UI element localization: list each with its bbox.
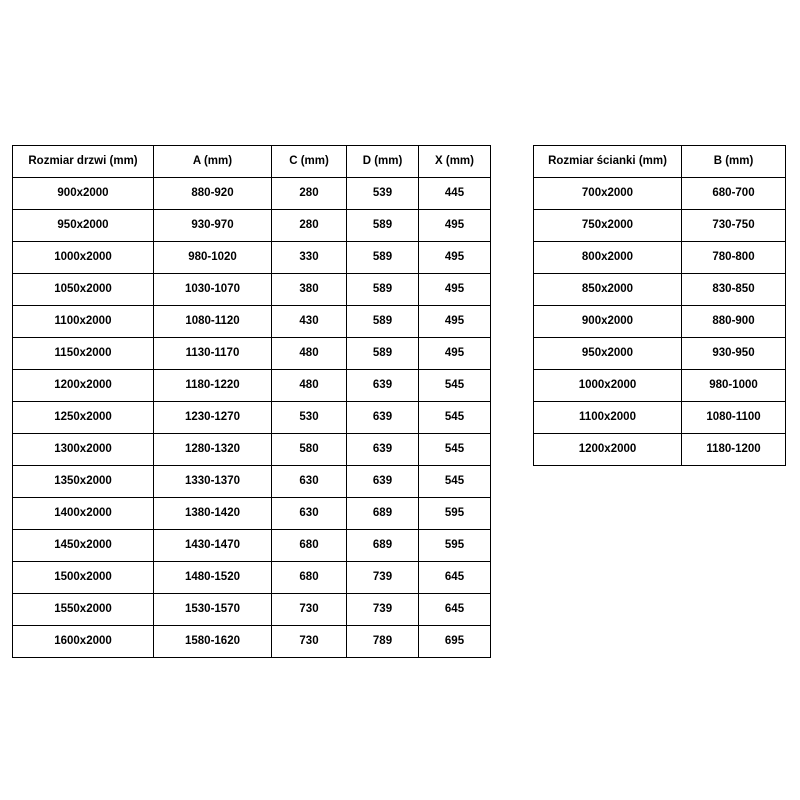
doors_table-cell: 380 — [272, 274, 347, 306]
table-header-row — [534, 146, 786, 178]
table-row — [534, 178, 786, 210]
table-row — [13, 466, 491, 498]
doors_table-cell: 645 — [419, 562, 491, 594]
doors_table-cell: 589 — [347, 306, 419, 338]
doors_table-cell: 495 — [419, 242, 491, 274]
doors_table-cell: 1500x2000 — [13, 562, 154, 594]
doors_table-cell: 1400x2000 — [13, 498, 154, 530]
walls_table-cell: 880-900 — [682, 306, 786, 338]
walls_table-cell: 980-1000 — [682, 370, 786, 402]
table-row — [13, 370, 491, 402]
doors_table-cell: 639 — [347, 434, 419, 466]
walls_table-cell: 950x2000 — [534, 338, 682, 370]
walls_table-cell: 700x2000 — [534, 178, 682, 210]
column-header-door-size: Rozmiar drzwi (mm) — [13, 146, 154, 178]
table-row — [13, 274, 491, 306]
walls_table-cell: 750x2000 — [534, 210, 682, 242]
column-header-a: A (mm) — [154, 146, 272, 178]
doors_table-cell: 1530-1570 — [154, 594, 272, 626]
table-row — [13, 402, 491, 434]
doors_table-cell: 1030-1070 — [154, 274, 272, 306]
doors_table-cell: 1600x2000 — [13, 626, 154, 658]
doors_table-cell: 480 — [272, 370, 347, 402]
walls_table-cell: 850x2000 — [534, 274, 682, 306]
doors_table-cell: 730 — [272, 626, 347, 658]
table-row — [534, 434, 786, 466]
doors_table-cell: 580 — [272, 434, 347, 466]
doors_table-cell: 495 — [419, 338, 491, 370]
walls_table-cell: 680-700 — [682, 178, 786, 210]
column-header-b: B (mm) — [682, 146, 786, 178]
doors_table-cell: 680 — [272, 530, 347, 562]
table-row — [534, 274, 786, 306]
doors_table-cell: 1050x2000 — [13, 274, 154, 306]
doors_table-cell: 880-920 — [154, 178, 272, 210]
table-row — [13, 562, 491, 594]
column-header-wall-size: Rozmiar ścianki (mm) — [534, 146, 682, 178]
doors_table-cell: 280 — [272, 210, 347, 242]
table-row — [13, 594, 491, 626]
doors_table-cell: 739 — [347, 562, 419, 594]
doors_table-cell: 695 — [419, 626, 491, 658]
table-row — [534, 402, 786, 434]
doors_table-cell: 280 — [272, 178, 347, 210]
table-row — [534, 242, 786, 274]
walls_table-cell: 930-950 — [682, 338, 786, 370]
doors_table-cell: 1230-1270 — [154, 402, 272, 434]
table-row — [534, 370, 786, 402]
doors-size-table — [12, 145, 491, 658]
doors_table-cell: 589 — [347, 242, 419, 274]
doors-size-table-container — [12, 145, 491, 658]
doors_table-cell: 589 — [347, 338, 419, 370]
doors_table-cell: 1550x2000 — [13, 594, 154, 626]
table-row — [13, 434, 491, 466]
doors_table-cell: 1280-1320 — [154, 434, 272, 466]
table-header-row — [13, 146, 491, 178]
doors_table-cell: 730 — [272, 594, 347, 626]
column-header-c: C (mm) — [272, 146, 347, 178]
doors_table-cell: 1180-1220 — [154, 370, 272, 402]
walls_table-cell: 1000x2000 — [534, 370, 682, 402]
walls-size-table — [533, 145, 786, 466]
doors_table-cell: 480 — [272, 338, 347, 370]
table-row — [13, 178, 491, 210]
doors_table-cell: 545 — [419, 402, 491, 434]
doors_table-cell: 639 — [347, 466, 419, 498]
walls_table-cell: 830-850 — [682, 274, 786, 306]
doors_table-cell: 980-1020 — [154, 242, 272, 274]
walls_table-cell: 900x2000 — [534, 306, 682, 338]
table-row — [13, 210, 491, 242]
doors_table-cell: 595 — [419, 498, 491, 530]
doors_table-cell: 1200x2000 — [13, 370, 154, 402]
doors_table-cell: 330 — [272, 242, 347, 274]
walls_table-cell: 780-800 — [682, 242, 786, 274]
doors_table-cell: 539 — [347, 178, 419, 210]
doors_table-cell: 1330-1370 — [154, 466, 272, 498]
walls_table-cell: 1200x2000 — [534, 434, 682, 466]
doors_table-cell: 495 — [419, 306, 491, 338]
doors_table-cell: 645 — [419, 594, 491, 626]
doors_table-cell: 1080-1120 — [154, 306, 272, 338]
doors_table-cell: 739 — [347, 594, 419, 626]
doors_table-cell: 589 — [347, 210, 419, 242]
walls_table-cell: 1180-1200 — [682, 434, 786, 466]
column-header-x: X (mm) — [419, 146, 491, 178]
doors_table-cell: 639 — [347, 370, 419, 402]
table-row — [13, 338, 491, 370]
doors_table-cell: 1130-1170 — [154, 338, 272, 370]
doors_table-cell: 950x2000 — [13, 210, 154, 242]
table-row — [534, 338, 786, 370]
doors_table-cell: 689 — [347, 498, 419, 530]
table-row — [13, 626, 491, 658]
doors_table-cell: 545 — [419, 434, 491, 466]
doors_table-cell: 589 — [347, 274, 419, 306]
doors_table-cell: 430 — [272, 306, 347, 338]
table-row — [534, 306, 786, 338]
doors_table-cell: 495 — [419, 274, 491, 306]
doors_table-cell: 1480-1520 — [154, 562, 272, 594]
doors_table-cell: 639 — [347, 402, 419, 434]
doors_table-cell: 530 — [272, 402, 347, 434]
doors_table-cell: 1250x2000 — [13, 402, 154, 434]
column-header-d: D (mm) — [347, 146, 419, 178]
doors_table-cell: 1580-1620 — [154, 626, 272, 658]
doors_table-cell: 545 — [419, 370, 491, 402]
doors_table-cell: 495 — [419, 210, 491, 242]
doors_table-cell: 445 — [419, 178, 491, 210]
table-row — [13, 242, 491, 274]
table-row — [13, 306, 491, 338]
walls_table-cell: 730-750 — [682, 210, 786, 242]
doors_table-cell: 1430-1470 — [154, 530, 272, 562]
doors_table-cell: 1000x2000 — [13, 242, 154, 274]
doors_table-cell: 1100x2000 — [13, 306, 154, 338]
doors_table-cell: 545 — [419, 466, 491, 498]
walls_table-cell: 1080-1100 — [682, 402, 786, 434]
table-row — [534, 210, 786, 242]
table-row — [13, 498, 491, 530]
doors_table-cell: 789 — [347, 626, 419, 658]
doors_table-cell: 900x2000 — [13, 178, 154, 210]
walls_table-cell: 800x2000 — [534, 242, 682, 274]
doors_table-cell: 1300x2000 — [13, 434, 154, 466]
doors_table-cell: 1380-1420 — [154, 498, 272, 530]
table-row — [13, 530, 491, 562]
doors_table-cell: 630 — [272, 466, 347, 498]
doors_table-cell: 595 — [419, 530, 491, 562]
doors_table-cell: 930-970 — [154, 210, 272, 242]
doors_table-cell: 680 — [272, 562, 347, 594]
walls_table-cell: 1100x2000 — [534, 402, 682, 434]
doors_table-cell: 689 — [347, 530, 419, 562]
doors_table-cell: 1350x2000 — [13, 466, 154, 498]
doors_table-cell: 630 — [272, 498, 347, 530]
doors_table-cell: 1150x2000 — [13, 338, 154, 370]
doors_table-cell: 1450x2000 — [13, 530, 154, 562]
walls-size-table-container — [533, 145, 786, 466]
